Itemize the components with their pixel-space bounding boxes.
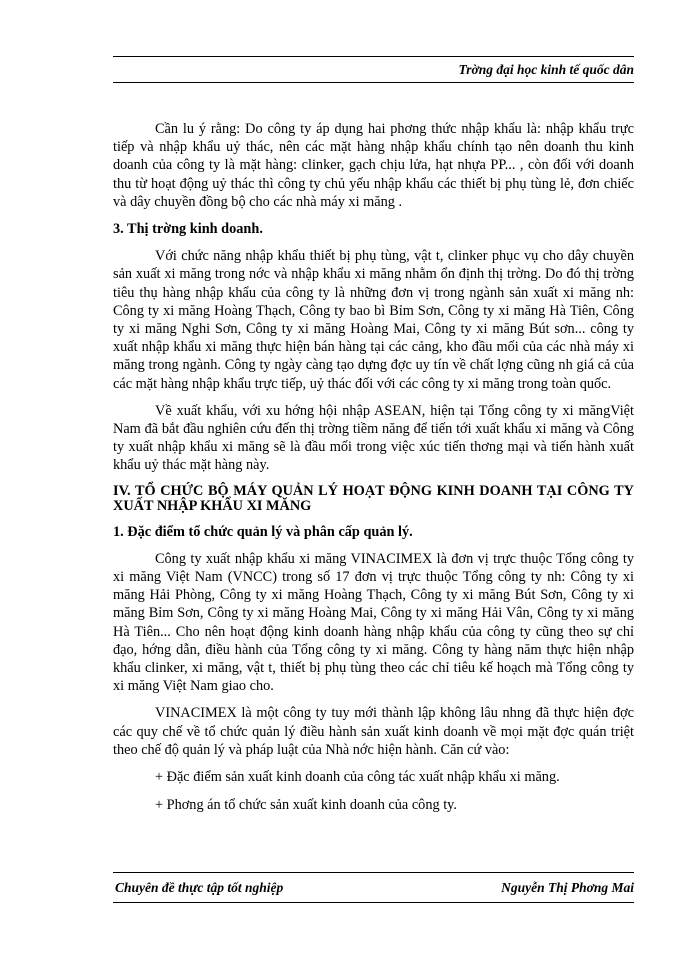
footer-author: Nguyễn Thị Phơng Mai [501, 880, 634, 895]
bullet-item: + Phơng án tổ chức sản xuất kinh doanh của công ty. [155, 797, 457, 814]
paragraph-market: Với chức năng nhập khẩu thiết bị phụ tùng, vật t, clinker phục vụ cho dây chuyền sản xuất xi măng trong nớc và nhập khẩu xi măng nhằm ổn định thị trờng. Do đó thị trờng tiêu thụ hàng nhập khẩu của công ty là những đơn vị trong ngành sản xuất xi măng nh: Công ty xi măng Hoàng Thạch, Công ty bao bì Bỉm Sơn, Công ty xi măng Hà Tiên, Công ty xi măng Nghi Sơn, Công ty xi măng Hoàng Mai, Công ty xi măng Bút sơn... công ty xuất nhập khẩu xi măng thực hiện bán hàng tại các cảng, kho đầu mối của các nhà máy xi măng trong ngành. Công ty ngày càng tạo dựng đợc uy tín về chất lợng cũng nh giá cả của các mặt hàng nhập khẩu trực tiếp, uỷ thác đối với các công ty xi măng trong toàn quốc. [113, 248, 634, 392]
bullet-item: + Đặc điểm sản xuất kinh doanh của công tác xuất nhập khẩu xi măng. [155, 769, 560, 786]
header-rule-top [113, 56, 634, 57]
page-header: Trờng đại học kinh tế quốc dân [458, 62, 634, 77]
paragraph-vinacimex: Công ty xuất nhập khẩu xi măng VINACIMEX là đơn vị trực thuộc Tổng công ty xi măng Việt Nam (VNCC) trong số 17 đơn vị trực thuộc Tổng công ty nh: Công ty xi măng Hải Phòng, Công ty xi măng Hoàng Thạch, Công ty xi măng Bút Sơn, Công ty xi măng Bỉm Sơn, Công ty xi măng Hoàng Mai, Công ty xi măng Hải Vân, Công ty xi măng Hà Tiên... Cho nên hoạt động kinh doanh hàng nhập khẩu của công ty cũng theo sự chỉ đạo, hớng dẫn, điều hành của Tổng công ty xi măng. Công ty hàng năm thực hiện nhập khẩu clinker, xi măng, vật t, thiết bị phụ tùng theo các chỉ tiêu kế hoạch mà Tổng công ty xi măng Việt Nam giao cho. [113, 550, 634, 695]
paragraph-import-note: Cần lu ý rằng: Do công ty áp dụng hai phơng thức nhập khẩu là: nhập khẩu trực tiếp và nhập khẩu uỷ thác, nên các mặt hàng nhập khẩu chính tạo nên doanh thu kinh doanh của công ty là mặt hàng: clinker, gạch chịu lửa, hạt nhựa PP... , còn đối với doanh thu từ hoạt động uỷ thác thì công ty chủ yếu nhập khẩu các thiết bị phụ tùng lẻ, đơn chiếc và dây chuyền đồng bộ cho các nhà máy xi măng . [113, 121, 634, 210]
footer-rule-bottom [113, 902, 634, 903]
paragraph-regulations: VINACIMEX là một công ty tuy mới thành lập không lâu nhng đã thực hiện đợc các quy chế về tổ chức quản lý điều hành sản xuất kinh doanh về mọi mặt đợc quán triệt theo chế độ quản lý và pháp luật của Nhà nớc hiện hành. Căn cứ vào: [113, 705, 634, 758]
heading-organization: IV. TỔ CHỨC BỘ MÁY QUẢN LÝ HOẠT ĐỘNG KINH DOANH TẠI CÔNG TY XUẤT NHẬP KHẨU XI MĂNG [113, 482, 634, 514]
heading-market: 3. Thị trờng kinh doanh. [113, 221, 263, 238]
paragraph-export: Về xuất khẩu, với xu hớng hội nhập ASEAN, hiện tại Tổng công ty xi măngViệt Nam đã bắt đầu nghiên cứu đến thị trờng tiềm năng để tiến tới xuất khẩu xi măng và Công ty xuất nhập khẩu xi măng sẽ là đầu mối trong việc xúc tiến thơng mại và tiến hành xuất khẩu uỷ thác mặt hàng này. [113, 402, 634, 474]
header-rule-bottom [113, 82, 634, 83]
document-body [113, 120, 634, 825]
footer-rule-top [113, 872, 634, 873]
footer-title: Chuyên đề thực tập tốt nghiệp [115, 880, 284, 895]
heading-management: 1. Đặc điểm tổ chức quản lý và phân cấp quản lý. [113, 523, 413, 540]
